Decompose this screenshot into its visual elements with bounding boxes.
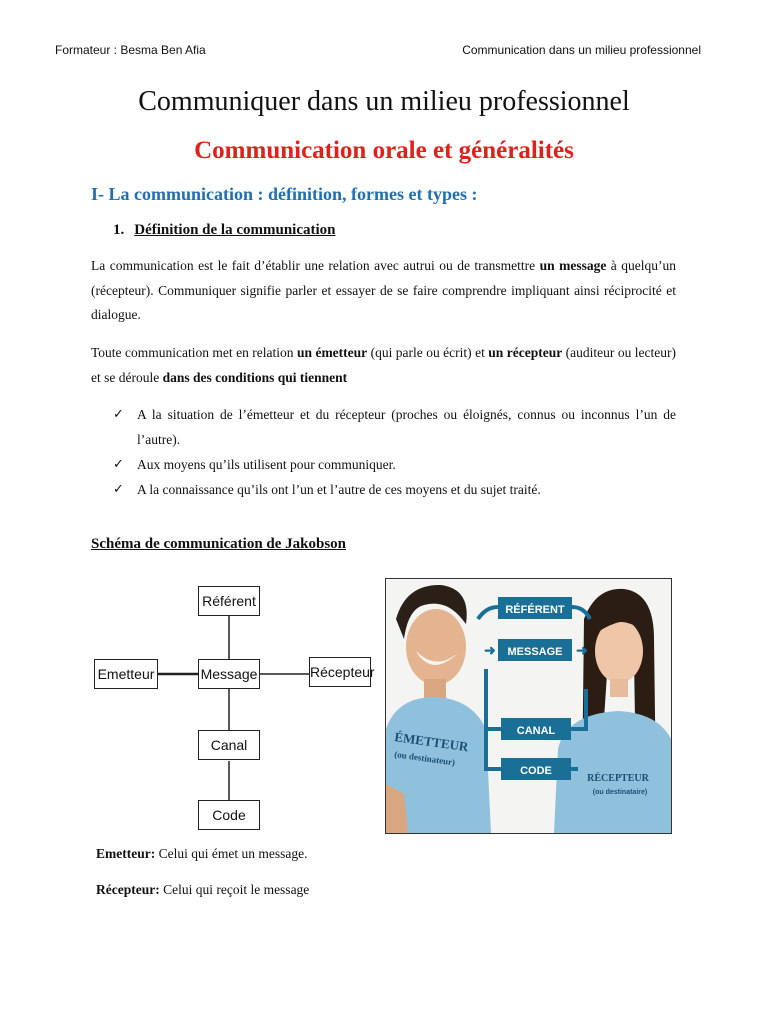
page-subtitle: Communication orale et généralités	[194, 137, 574, 164]
bold-term: dans des conditions qui tiennent	[162, 369, 348, 385]
text-run: à quelqu’un (récepteur). Communiquer signifie parler et essayer de se faire comprendre impliquant ainsi réciprocité et dialogue.	[91, 258, 676, 322]
bullet-text: A la connaissance qu’ils ont l’un et l’autre de ces moyens et du sujet traité.	[137, 482, 541, 497]
illus-label-code: CODE	[520, 765, 552, 777]
definition-term: Récepteur:	[96, 882, 160, 897]
bullet-item	[113, 478, 676, 503]
svg-text:➜: ➜	[576, 642, 588, 658]
illus-label-message: MESSAGE	[507, 646, 563, 658]
definition-term: Emetteur:	[96, 846, 156, 861]
bold-term: un émetteur	[296, 345, 368, 360]
illus-shirt-emetteur-sub: (ou destinateur)	[393, 749, 456, 768]
definition-emetteur	[96, 846, 307, 862]
section-heading: I- La communication : définition, formes et types :	[91, 184, 478, 204]
text-run: La communication est le fait d’établir une relation avec autrui ou de transmettre	[91, 258, 540, 273]
diagram-box-recepteur: Récepteur	[309, 657, 371, 687]
bullet-item	[113, 453, 676, 478]
illus-shirt-emetteur: ÉMETTEUR	[393, 729, 470, 755]
diagram-box-emetteur: Emetteur	[94, 659, 158, 689]
diagram-connectors	[80, 578, 378, 838]
illustration-figures	[386, 579, 671, 833]
subsection-title: Définition de la communication	[134, 222, 336, 238]
check-icon: ✓	[113, 457, 124, 472]
diagram-box-canal: Canal	[198, 730, 260, 760]
header-course-title: Communication dans un milieu professionnel	[462, 43, 701, 57]
page-title: Communiquer dans un milieu professionnel	[138, 86, 630, 117]
bullet-text: A la situation de l’émetteur et du récepteur (proches ou éloignés, connus ou inconnus l’un de l’autre).	[137, 407, 676, 447]
jakobson-diagram	[80, 578, 378, 838]
illus-label-canal: CANAL	[516, 725, 556, 737]
definition-text: Celui qui reçoit le message	[159, 882, 310, 897]
bold-term: un message	[539, 258, 607, 273]
text-run: (qui parle ou écrit) et	[367, 345, 489, 360]
paragraph-definition	[91, 254, 676, 328]
bold-term: un récepteur	[488, 345, 563, 360]
text-run: (auditeur ou lecteur) et se déroule	[91, 345, 677, 385]
illus-label-referent: RÉFÉRENT	[505, 604, 565, 616]
check-icon: ✓	[113, 407, 124, 422]
text-run: Toute communication met en relation	[91, 345, 297, 360]
paragraph-relation	[91, 341, 676, 390]
check-icon: ✓	[113, 482, 124, 497]
diagram-box-referent: Référent	[198, 586, 260, 616]
bullet-item	[113, 403, 676, 452]
diagram-box-message: Message	[198, 659, 260, 689]
subsection-heading	[113, 222, 336, 239]
bullet-text: Aux moyens qu’ils utilisent pour communiquer.	[137, 457, 396, 472]
schema-title: Schéma de communication de Jakobson	[91, 536, 347, 552]
subsection-number: 1.	[113, 222, 125, 238]
definition-recepteur	[96, 882, 309, 898]
communication-illustration	[385, 578, 672, 834]
illus-shirt-recepteur: RÉCEPTEUR	[587, 773, 649, 784]
svg-text:➜: ➜	[484, 642, 496, 658]
illus-shirt-recepteur-sub: (ou destinataire)	[592, 789, 648, 796]
diagram-box-code: Code	[198, 800, 260, 830]
definition-text: Celui qui émet un message.	[155, 846, 308, 861]
header-author: Formateur : Besma Ben Afia	[55, 43, 206, 57]
